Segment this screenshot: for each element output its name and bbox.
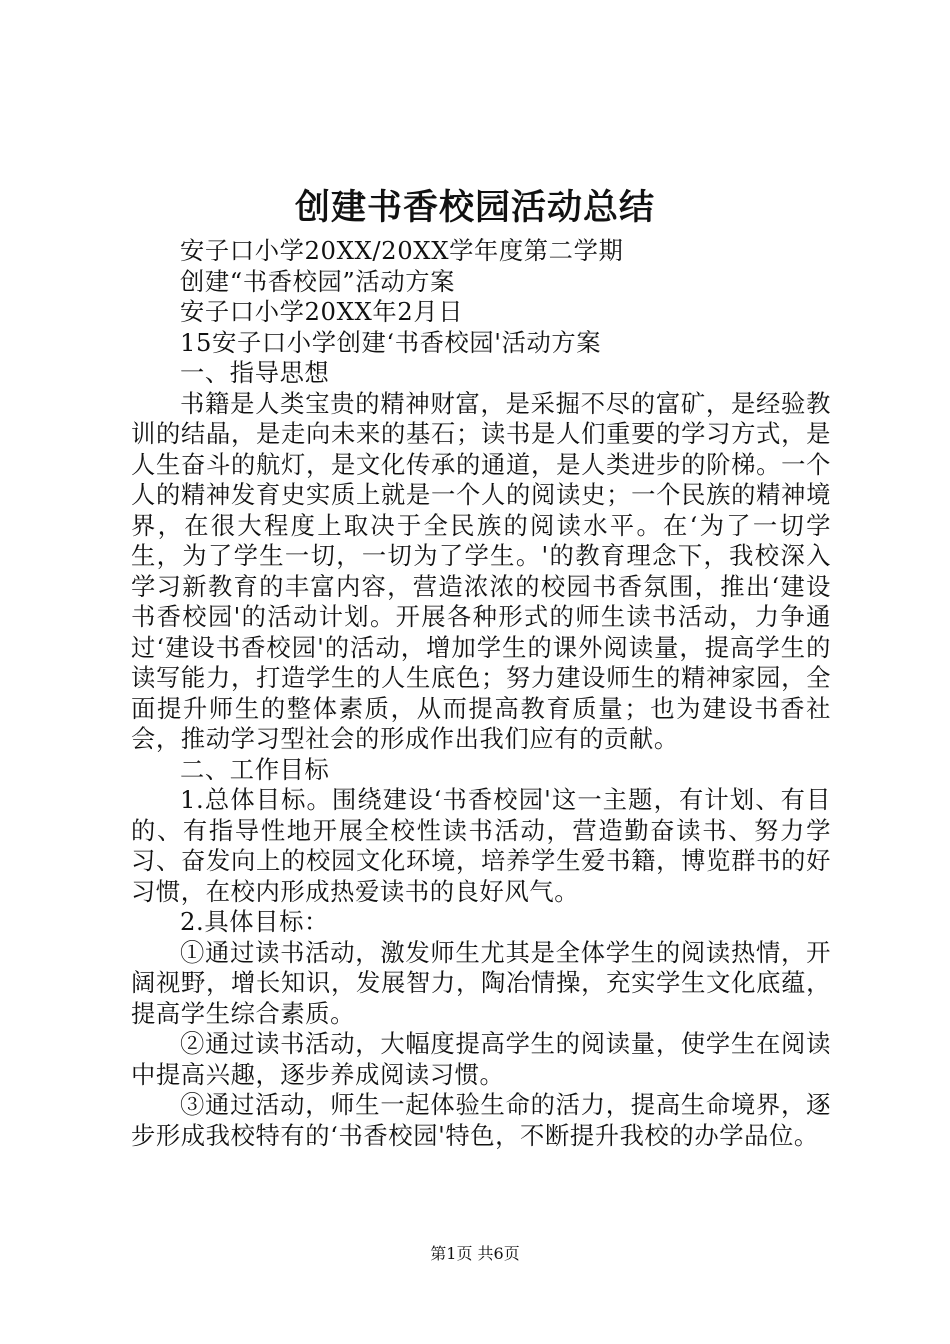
paragraph-specific-goal-2: ②通过读书活动，大幅度提高学生的阅读量，使学生在阅读中提高兴趣，逐步养成阅读习惯。 [131, 1029, 831, 1089]
paragraph-plan-title: 创建“书香校园”活动方案 [180, 266, 456, 296]
paragraph-overall-goal: 1.总体目标。围绕建设‘书香校园'这一主题，有计划、有目的、有指导性地开展全校性读书活动，营造勤奋读书、努力学习、奋发向上的校园文化环境，培养学生爱书籍，博览群书的好习惯，在校内形成热爱读书的良好风气。 [131, 785, 831, 906]
paragraph-plan-heading: 15安子口小学创建‘书香校园'活动方案 [180, 327, 602, 357]
document-title: 创建书香校园活动总结 [294, 187, 655, 228]
document-body [131, 236, 831, 1151]
paragraph-school-term: 安子口小学20XX/20XX学年度第二学期 [180, 236, 624, 265]
paragraph-specific-goals-heading: 2.具体目标： [180, 907, 329, 936]
paragraph-date: 安子口小学20XX年2月日 [180, 297, 464, 326]
paragraph-specific-goal-1: ①通过读书活动，激发师生尤其是全体学生的阅读热情，开阔视野，增长知识，发展智力，陶冶情操，充实学生文化底蕴，提高学生综合素质。 [131, 937, 831, 1028]
paragraph-specific-goal-3: ③通过活动，师生一起体验生命的活力，提高生命境界，逐步形成我校特有的‘书香校园'特色，不断提升我校的办学品位。 [131, 1090, 831, 1150]
section-heading-guiding-ideology: 一、指导思想 [180, 358, 330, 387]
paragraph-guiding-ideology: 书籍是人类宝贵的精神财富，是采掘不尽的富矿，是经验教训的结晶，是走向未来的基石；读书是人们重要的学习方式，是人生奋斗的航灯，是文化传承的通道，是人类进步的阶梯。一个人的精神发育史实质上就是一个人的阅读史；一个民族的精神境界，在很大程度上取决于全民族的阅读水平。在‘为了一切学生，为了学生一切，一切为了学生。'的教育理念下，我校深入学习新教育的丰富内容，营造浓浓的校园书香氛围，推出‘建设书香校园'的活动计划。开展各种形式的师生读书活动，力争通过‘建设书香校园'的活动，增加学生的课外阅读量，提高学生的读写能力，打造学生的人生底色；努力建设师生的精神家园，全面提升师生的整体素质，从而提高教育质量；也为建设书香社会，推动学习型社会的形成作出我们应有的贡献。 [131, 388, 831, 753]
section-heading-work-goals: 二、工作目标 [180, 754, 330, 784]
page-footer: 第1页 共6页 [430, 1244, 520, 1263]
